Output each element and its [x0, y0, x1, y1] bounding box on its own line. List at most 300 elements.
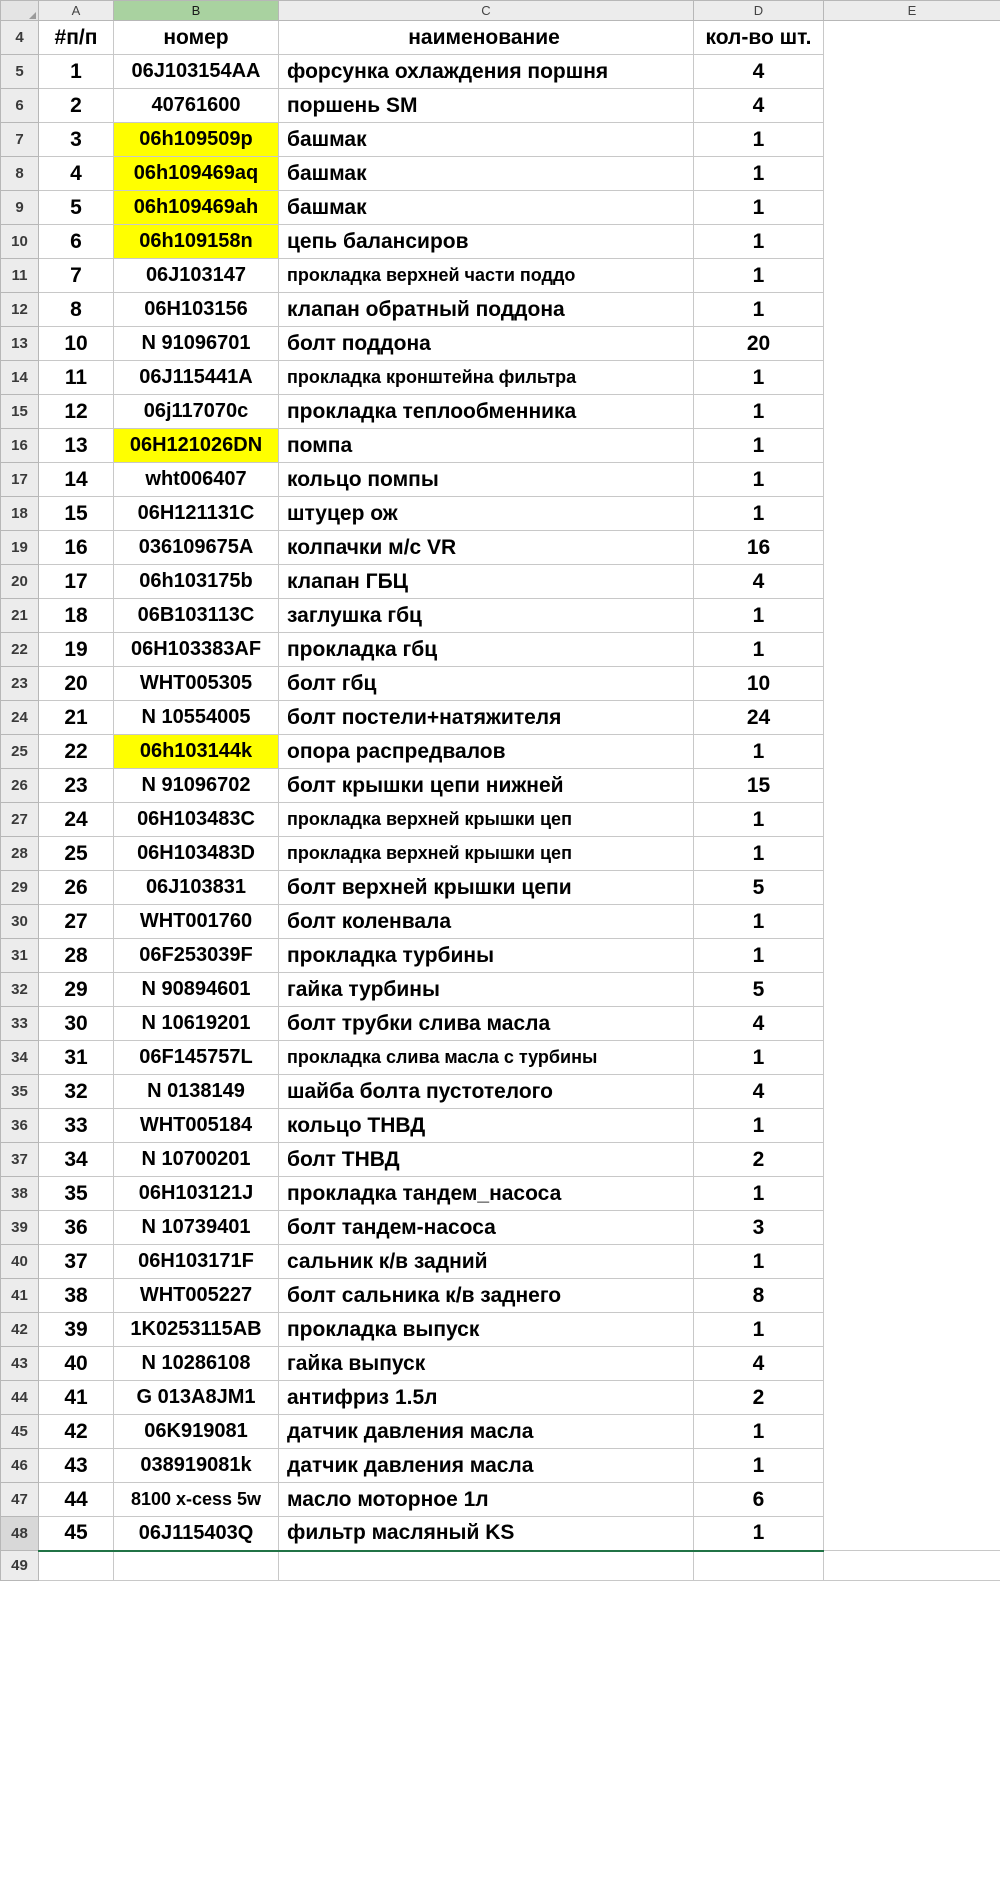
- cell-quantity[interactable]: 1: [694, 1041, 824, 1075]
- cell-description[interactable]: заглушка гбц: [279, 599, 694, 633]
- cell-quantity[interactable]: [694, 1551, 824, 1581]
- cell-description[interactable]: клапан обратный поддона: [279, 293, 694, 327]
- cell-index[interactable]: 17: [39, 565, 114, 599]
- table-row[interactable]: [1, 1449, 1000, 1483]
- row-number[interactable]: 36: [1, 1109, 39, 1143]
- cell-description[interactable]: башмак: [279, 157, 694, 191]
- table-row[interactable]: [1, 157, 1000, 191]
- cell-part-number[interactable]: N 10700201: [114, 1143, 279, 1177]
- cell-description[interactable]: прокладка теплообменника: [279, 395, 694, 429]
- cell-quantity[interactable]: 1: [694, 123, 824, 157]
- cell-description[interactable]: поршень SM: [279, 89, 694, 123]
- empty-cell-e[interactable]: [824, 327, 1000, 361]
- row-number[interactable]: 35: [1, 1075, 39, 1109]
- table-row[interactable]: [1, 1109, 1000, 1143]
- header-cell-number[interactable]: номер: [114, 21, 279, 55]
- empty-cell-e[interactable]: [824, 701, 1000, 735]
- empty-cell-e[interactable]: [824, 55, 1000, 89]
- cell-part-number[interactable]: 06K919081: [114, 1415, 279, 1449]
- row-number[interactable]: 14: [1, 361, 39, 395]
- cell-index[interactable]: 7: [39, 259, 114, 293]
- column-header-e[interactable]: E: [824, 1, 1000, 21]
- cell-index[interactable]: 45: [39, 1517, 114, 1551]
- cell-quantity[interactable]: 10: [694, 667, 824, 701]
- empty-cell-e[interactable]: [824, 565, 1000, 599]
- cell-index[interactable]: 3: [39, 123, 114, 157]
- cell-index[interactable]: 6: [39, 225, 114, 259]
- cell-index[interactable]: [39, 1551, 114, 1581]
- column-header-row[interactable]: [1, 1, 1000, 21]
- cell-quantity[interactable]: 4: [694, 565, 824, 599]
- empty-cell-e[interactable]: [824, 259, 1000, 293]
- column-header-a[interactable]: A: [39, 1, 114, 21]
- cell-part-number[interactable]: 06h109469aq: [114, 157, 279, 191]
- empty-cell-e[interactable]: [824, 599, 1000, 633]
- empty-cell-e[interactable]: [824, 429, 1000, 463]
- cell-index[interactable]: 15: [39, 497, 114, 531]
- cell-description[interactable]: болт ТНВД: [279, 1143, 694, 1177]
- cell-quantity[interactable]: 1: [694, 259, 824, 293]
- table-row[interactable]: [1, 1381, 1000, 1415]
- cell-quantity[interactable]: 2: [694, 1143, 824, 1177]
- cell-index[interactable]: 18: [39, 599, 114, 633]
- table-row[interactable]: [1, 259, 1000, 293]
- cell-quantity[interactable]: 1: [694, 157, 824, 191]
- cell-part-number[interactable]: wht006407: [114, 463, 279, 497]
- table-row[interactable]: [1, 225, 1000, 259]
- cell-quantity[interactable]: 1: [694, 1109, 824, 1143]
- cell-quantity[interactable]: 4: [694, 55, 824, 89]
- empty-cell-e[interactable]: [824, 1245, 1000, 1279]
- cell-description[interactable]: прокладка верхней крышки цеп: [279, 803, 694, 837]
- cell-part-number[interactable]: 06J103147: [114, 259, 279, 293]
- table-header-row[interactable]: [1, 21, 1000, 55]
- cell-quantity[interactable]: 1: [694, 939, 824, 973]
- cell-index[interactable]: 5: [39, 191, 114, 225]
- cell-quantity[interactable]: 1: [694, 1245, 824, 1279]
- cell-index[interactable]: 29: [39, 973, 114, 1007]
- row-number[interactable]: 20: [1, 565, 39, 599]
- row-number[interactable]: 33: [1, 1007, 39, 1041]
- cell-quantity[interactable]: 8: [694, 1279, 824, 1313]
- cell-description[interactable]: антифриз 1.5л: [279, 1381, 694, 1415]
- table-row[interactable]: [1, 1483, 1000, 1517]
- empty-cell-e[interactable]: [824, 1143, 1000, 1177]
- row-number[interactable]: 4: [1, 21, 39, 55]
- cell-quantity[interactable]: 1: [694, 599, 824, 633]
- cell-quantity[interactable]: 1: [694, 497, 824, 531]
- table-row[interactable]: [1, 89, 1000, 123]
- cell-part-number[interactable]: 8100 x-cess 5w: [114, 1483, 279, 1517]
- cell-quantity[interactable]: 4: [694, 1007, 824, 1041]
- cell-description[interactable]: болт сальника к/в заднего: [279, 1279, 694, 1313]
- cell-quantity[interactable]: 4: [694, 1347, 824, 1381]
- row-number[interactable]: 27: [1, 803, 39, 837]
- header-cell-name[interactable]: наименование: [279, 21, 694, 55]
- cell-quantity[interactable]: 1: [694, 361, 824, 395]
- row-number[interactable]: 7: [1, 123, 39, 157]
- empty-cell-e[interactable]: [824, 1313, 1000, 1347]
- cell-quantity[interactable]: 4: [694, 1075, 824, 1109]
- cell-index[interactable]: 4: [39, 157, 114, 191]
- table-row[interactable]: [1, 429, 1000, 463]
- cell-description[interactable]: болт гбц: [279, 667, 694, 701]
- row-number[interactable]: 17: [1, 463, 39, 497]
- column-header-c[interactable]: C: [279, 1, 694, 21]
- table-row[interactable]: [1, 55, 1000, 89]
- cell-part-number[interactable]: WHT005305: [114, 667, 279, 701]
- table-row[interactable]: [1, 1517, 1000, 1551]
- empty-cell-e[interactable]: [824, 89, 1000, 123]
- cell-part-number[interactable]: N 10739401: [114, 1211, 279, 1245]
- cell-part-number[interactable]: N 10554005: [114, 701, 279, 735]
- row-number[interactable]: 24: [1, 701, 39, 735]
- empty-cell-e[interactable]: [824, 939, 1000, 973]
- table-row[interactable]: [1, 735, 1000, 769]
- empty-cell-e[interactable]: [824, 225, 1000, 259]
- row-number[interactable]: 46: [1, 1449, 39, 1483]
- cell-index[interactable]: 34: [39, 1143, 114, 1177]
- cell-part-number[interactable]: 06H103483D: [114, 837, 279, 871]
- cell-part-number[interactable]: 06J103154AA: [114, 55, 279, 89]
- table-row[interactable]: [1, 293, 1000, 327]
- row-number[interactable]: 30: [1, 905, 39, 939]
- table-row[interactable]: [1, 633, 1000, 667]
- cell-part-number[interactable]: 06H121026DN: [114, 429, 279, 463]
- table-row[interactable]: [1, 871, 1000, 905]
- row-number[interactable]: 6: [1, 89, 39, 123]
- cell-index[interactable]: 38: [39, 1279, 114, 1313]
- cell-part-number[interactable]: WHT005227: [114, 1279, 279, 1313]
- cell-quantity[interactable]: 15: [694, 769, 824, 803]
- row-number[interactable]: 9: [1, 191, 39, 225]
- empty-cell-e[interactable]: [824, 361, 1000, 395]
- table-row[interactable]: [1, 1075, 1000, 1109]
- cell-part-number[interactable]: [114, 1551, 279, 1581]
- cell-part-number[interactable]: N 91096701: [114, 327, 279, 361]
- empty-cell-e[interactable]: [824, 905, 1000, 939]
- row-number[interactable]: 38: [1, 1177, 39, 1211]
- table-row[interactable]: [1, 599, 1000, 633]
- row-number[interactable]: 11: [1, 259, 39, 293]
- row-number[interactable]: 22: [1, 633, 39, 667]
- cell-index[interactable]: 11: [39, 361, 114, 395]
- cell-index[interactable]: 25: [39, 837, 114, 871]
- cell-index[interactable]: 37: [39, 1245, 114, 1279]
- table-row[interactable]: [1, 1313, 1000, 1347]
- table-row[interactable]: [1, 123, 1000, 157]
- cell-description[interactable]: болт тандем-насоса: [279, 1211, 694, 1245]
- table-row[interactable]: [1, 463, 1000, 497]
- row-number[interactable]: 15: [1, 395, 39, 429]
- cell-description[interactable]: болт крышки цепи нижней: [279, 769, 694, 803]
- row-number[interactable]: 44: [1, 1381, 39, 1415]
- empty-cell-e[interactable]: [824, 1177, 1000, 1211]
- cell-index[interactable]: 33: [39, 1109, 114, 1143]
- table-row[interactable]: [1, 395, 1000, 429]
- empty-cell-e[interactable]: [824, 1517, 1000, 1551]
- cell-part-number[interactable]: N 10619201: [114, 1007, 279, 1041]
- cell-quantity[interactable]: 5: [694, 973, 824, 1007]
- row-number[interactable]: 25: [1, 735, 39, 769]
- cell-index[interactable]: 43: [39, 1449, 114, 1483]
- cell-part-number[interactable]: 06h109158n: [114, 225, 279, 259]
- empty-cell-e[interactable]: [824, 123, 1000, 157]
- empty-cell-e[interactable]: [824, 1109, 1000, 1143]
- row-number[interactable]: 16: [1, 429, 39, 463]
- table-row[interactable]: [1, 701, 1000, 735]
- table-row[interactable]: [1, 327, 1000, 361]
- cell-description[interactable]: помпа: [279, 429, 694, 463]
- column-header-b[interactable]: B: [114, 1, 279, 21]
- empty-cell-e[interactable]: [824, 735, 1000, 769]
- cell-part-number[interactable]: 06B103113C: [114, 599, 279, 633]
- cell-part-number[interactable]: 038919081k: [114, 1449, 279, 1483]
- cell-quantity[interactable]: 1: [694, 735, 824, 769]
- cell-index[interactable]: 19: [39, 633, 114, 667]
- row-number[interactable]: 45: [1, 1415, 39, 1449]
- row-number[interactable]: 42: [1, 1313, 39, 1347]
- empty-cell-e[interactable]: [824, 803, 1000, 837]
- cell-index[interactable]: 24: [39, 803, 114, 837]
- cell-description[interactable]: болт коленвала: [279, 905, 694, 939]
- cell-index[interactable]: 12: [39, 395, 114, 429]
- cell-description[interactable]: штуцер ож: [279, 497, 694, 531]
- cell-part-number[interactable]: 06F145757L: [114, 1041, 279, 1075]
- cell-index[interactable]: 27: [39, 905, 114, 939]
- cell-part-number[interactable]: 06h109469ah: [114, 191, 279, 225]
- row-number[interactable]: 5: [1, 55, 39, 89]
- row-number[interactable]: 13: [1, 327, 39, 361]
- table-row[interactable]: [1, 803, 1000, 837]
- cell-part-number[interactable]: 06H103121J: [114, 1177, 279, 1211]
- table-row[interactable]: [1, 939, 1000, 973]
- table-row[interactable]: [1, 1007, 1000, 1041]
- cell-index[interactable]: 31: [39, 1041, 114, 1075]
- empty-cell-e[interactable]: [824, 667, 1000, 701]
- cell-index[interactable]: 1: [39, 55, 114, 89]
- header-cell-qty[interactable]: кол-во шт.: [694, 21, 824, 55]
- table-row[interactable]: [1, 565, 1000, 599]
- cell-part-number[interactable]: 06J115403Q: [114, 1517, 279, 1551]
- empty-cell-e[interactable]: [824, 1551, 1000, 1581]
- cell-index[interactable]: 39: [39, 1313, 114, 1347]
- cell-quantity[interactable]: 3: [694, 1211, 824, 1245]
- cell-quantity[interactable]: 24: [694, 701, 824, 735]
- cell-index[interactable]: 2: [39, 89, 114, 123]
- cell-quantity[interactable]: 1: [694, 633, 824, 667]
- cell-index[interactable]: 30: [39, 1007, 114, 1041]
- row-number[interactable]: 40: [1, 1245, 39, 1279]
- cell-description[interactable]: прокладка верхней части поддо: [279, 259, 694, 293]
- cell-description[interactable]: прокладка выпуск: [279, 1313, 694, 1347]
- empty-cell-e[interactable]: [824, 531, 1000, 565]
- row-number[interactable]: 29: [1, 871, 39, 905]
- table-row[interactable]: [1, 361, 1000, 395]
- cell-description[interactable]: шайба болта пустотелого: [279, 1075, 694, 1109]
- empty-cell-e[interactable]: [824, 837, 1000, 871]
- cell-part-number[interactable]: 06H103171F: [114, 1245, 279, 1279]
- row-number[interactable]: 19: [1, 531, 39, 565]
- row-number[interactable]: 37: [1, 1143, 39, 1177]
- cell-index[interactable]: 28: [39, 939, 114, 973]
- empty-cell-e[interactable]: [824, 973, 1000, 1007]
- empty-cell-e[interactable]: [824, 1449, 1000, 1483]
- cell-quantity[interactable]: 1: [694, 837, 824, 871]
- table-row[interactable]: [1, 1143, 1000, 1177]
- table-row[interactable]: [1, 1177, 1000, 1211]
- row-number[interactable]: 48: [1, 1517, 39, 1551]
- row-number[interactable]: 31: [1, 939, 39, 973]
- cell-quantity[interactable]: 1: [694, 1517, 824, 1551]
- empty-cell-e[interactable]: [824, 21, 1000, 55]
- cell-description[interactable]: прокладка кронштейна фильтра: [279, 361, 694, 395]
- row-number[interactable]: 26: [1, 769, 39, 803]
- table-row[interactable]: [1, 1245, 1000, 1279]
- cell-description[interactable]: болт постели+натяжителя: [279, 701, 694, 735]
- cell-description[interactable]: гайка турбины: [279, 973, 694, 1007]
- cell-quantity[interactable]: 1: [694, 1313, 824, 1347]
- empty-cell-e[interactable]: [824, 1347, 1000, 1381]
- cell-index[interactable]: 41: [39, 1381, 114, 1415]
- table-row[interactable]: [1, 1041, 1000, 1075]
- cell-quantity[interactable]: 1: [694, 905, 824, 939]
- row-number[interactable]: 43: [1, 1347, 39, 1381]
- cell-description[interactable]: кольцо помпы: [279, 463, 694, 497]
- cell-quantity[interactable]: 2: [694, 1381, 824, 1415]
- cell-description[interactable]: прокладка тандем_насоса: [279, 1177, 694, 1211]
- cell-index[interactable]: 35: [39, 1177, 114, 1211]
- cell-index[interactable]: 26: [39, 871, 114, 905]
- cell-description[interactable]: опора распредвалов: [279, 735, 694, 769]
- cell-description[interactable]: болт трубки слива масла: [279, 1007, 694, 1041]
- cell-description[interactable]: прокладка турбины: [279, 939, 694, 973]
- cell-index[interactable]: 14: [39, 463, 114, 497]
- table-row[interactable]: [1, 1279, 1000, 1313]
- row-number[interactable]: 41: [1, 1279, 39, 1313]
- empty-cell-e[interactable]: [824, 1007, 1000, 1041]
- cell-index[interactable]: 10: [39, 327, 114, 361]
- cell-description[interactable]: колпачки м/с VR: [279, 531, 694, 565]
- cell-part-number[interactable]: 06H103483C: [114, 803, 279, 837]
- row-number[interactable]: 12: [1, 293, 39, 327]
- empty-cell-e[interactable]: [824, 1211, 1000, 1245]
- cell-quantity[interactable]: 1: [694, 429, 824, 463]
- cell-part-number[interactable]: 06j117070c: [114, 395, 279, 429]
- cell-part-number[interactable]: 036109675A: [114, 531, 279, 565]
- cell-description[interactable]: масло моторное 1л: [279, 1483, 694, 1517]
- empty-cell-e[interactable]: [824, 1041, 1000, 1075]
- cell-index[interactable]: 44: [39, 1483, 114, 1517]
- cell-index[interactable]: 8: [39, 293, 114, 327]
- cell-quantity[interactable]: 1: [694, 1415, 824, 1449]
- row-number[interactable]: 47: [1, 1483, 39, 1517]
- cell-index[interactable]: 23: [39, 769, 114, 803]
- table-row[interactable]: [1, 497, 1000, 531]
- cell-part-number[interactable]: N 10286108: [114, 1347, 279, 1381]
- column-header-d[interactable]: D: [694, 1, 824, 21]
- row-number[interactable]: 39: [1, 1211, 39, 1245]
- cell-description[interactable]: гайка выпуск: [279, 1347, 694, 1381]
- cell-index[interactable]: 21: [39, 701, 114, 735]
- cell-description[interactable]: прокладка верхней крышки цеп: [279, 837, 694, 871]
- cell-index[interactable]: 22: [39, 735, 114, 769]
- cell-quantity[interactable]: 1: [694, 1177, 824, 1211]
- empty-cell-e[interactable]: [824, 769, 1000, 803]
- table-row[interactable]: [1, 531, 1000, 565]
- row-number[interactable]: 34: [1, 1041, 39, 1075]
- cell-description[interactable]: клапан ГБЦ: [279, 565, 694, 599]
- table-row[interactable]: [1, 769, 1000, 803]
- empty-cell-e[interactable]: [824, 1381, 1000, 1415]
- empty-cell-e[interactable]: [824, 463, 1000, 497]
- empty-cell-e[interactable]: [824, 1415, 1000, 1449]
- cell-quantity[interactable]: 20: [694, 327, 824, 361]
- cell-part-number[interactable]: G 013A8JM1: [114, 1381, 279, 1415]
- cell-part-number[interactable]: N 91096702: [114, 769, 279, 803]
- cell-index[interactable]: 13: [39, 429, 114, 463]
- cell-quantity[interactable]: 1: [694, 225, 824, 259]
- empty-cell-e[interactable]: [824, 395, 1000, 429]
- cell-description[interactable]: датчик давления масла: [279, 1415, 694, 1449]
- table-row[interactable]: [1, 1211, 1000, 1245]
- cell-index[interactable]: 32: [39, 1075, 114, 1109]
- table-row-empty[interactable]: [1, 1551, 1000, 1581]
- header-cell-index[interactable]: #п/п: [39, 21, 114, 55]
- cell-part-number[interactable]: 06h103175b: [114, 565, 279, 599]
- cell-description[interactable]: башмак: [279, 191, 694, 225]
- table-row[interactable]: [1, 1347, 1000, 1381]
- cell-part-number[interactable]: 1K0253115AB: [114, 1313, 279, 1347]
- cell-quantity[interactable]: 16: [694, 531, 824, 565]
- cell-quantity[interactable]: 1: [694, 395, 824, 429]
- table-row[interactable]: [1, 973, 1000, 1007]
- cell-index[interactable]: 16: [39, 531, 114, 565]
- row-number[interactable]: 8: [1, 157, 39, 191]
- cell-description[interactable]: фильтр масляный KS: [279, 1517, 694, 1551]
- empty-cell-e[interactable]: [824, 191, 1000, 225]
- empty-cell-e[interactable]: [824, 1279, 1000, 1313]
- cell-part-number[interactable]: 06F253039F: [114, 939, 279, 973]
- cell-part-number[interactable]: WHT005184: [114, 1109, 279, 1143]
- row-number[interactable]: 49: [1, 1551, 39, 1581]
- cell-description[interactable]: цепь балансиров: [279, 225, 694, 259]
- row-number[interactable]: 10: [1, 225, 39, 259]
- cell-quantity[interactable]: 1: [694, 463, 824, 497]
- cell-part-number[interactable]: 06J103831: [114, 871, 279, 905]
- empty-cell-e[interactable]: [824, 293, 1000, 327]
- cell-description[interactable]: болт верхней крышки цепи: [279, 871, 694, 905]
- cell-description[interactable]: болт поддона: [279, 327, 694, 361]
- row-number[interactable]: 23: [1, 667, 39, 701]
- row-number[interactable]: 18: [1, 497, 39, 531]
- cell-index[interactable]: 36: [39, 1211, 114, 1245]
- cell-part-number[interactable]: 06J115441A: [114, 361, 279, 395]
- cell-part-number[interactable]: N 90894601: [114, 973, 279, 1007]
- cell-part-number[interactable]: 06H103156: [114, 293, 279, 327]
- cell-description[interactable]: датчик давления масла: [279, 1449, 694, 1483]
- cell-part-number[interactable]: 06h109509p: [114, 123, 279, 157]
- cell-part-number[interactable]: 40761600: [114, 89, 279, 123]
- select-all-corner[interactable]: [1, 1, 39, 21]
- empty-cell-e[interactable]: [824, 497, 1000, 531]
- table-row[interactable]: [1, 905, 1000, 939]
- cell-quantity[interactable]: 5: [694, 871, 824, 905]
- cell-index[interactable]: 42: [39, 1415, 114, 1449]
- empty-cell-e[interactable]: [824, 871, 1000, 905]
- cell-description[interactable]: прокладка гбц: [279, 633, 694, 667]
- cell-description[interactable]: [279, 1551, 694, 1581]
